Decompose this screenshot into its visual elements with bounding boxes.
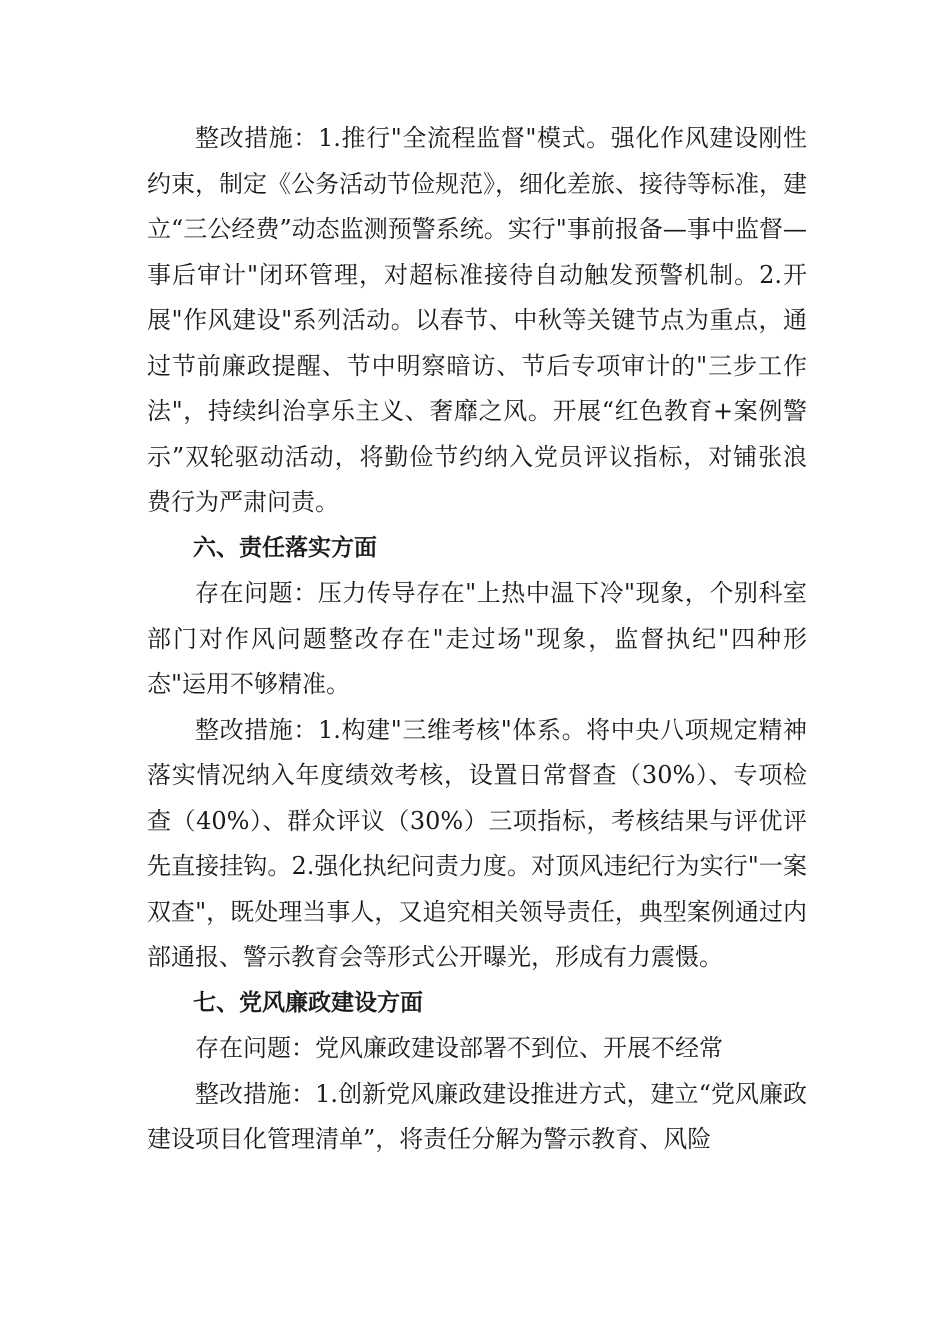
rectification-measures-paragraph-7: 整改措施：1.创新党风廉政建设推进方式，建立“党风廉政建设项目化管理清单”，将责任分解为警示教育、风险	[147, 1079, 807, 1153]
rectification-measures-paragraph-6: 整改措施：1.构建"三维考核"体系。将中央八项规定精神落实情况纳入年度绩效考核，设置日常督查（30%）、专项检查（40%）、群众评议（30%）三项指标，考核结果与评优评先直接挂钩。2.强化执纪问责力度。对顶风违纪行为实行"一案双查"，既处理当事人，又追究相关领导责任，典型案例通过内部通报、警示教育会等形式公开曝光，形成有力震慑。	[147, 715, 807, 971]
section-heading-7: 七、党风廉政建设方面	[193, 989, 423, 1016]
rectification-measures-paragraph-1: 整改措施：1.推行"全流程监督"模式。强化作风建设刚性约束，制定《公务活动节俭规范》，细化差旅、接待等标准，建立“三公经费”动态监测预警系统。实行"事前报备—事中监督—事后审计"闭环管理，对超标准接待自动触发预警机制。2.开展"作风建设"系列活动。以春节、中秋等关键节点为重点，通过节前廉政提醒、节中明察暗访、节后专项审计的"三步工作法"，持续纠治享乐主义、奢靡之风。开展“红色教育+案例警示”双轮驱动活动，将勤俭节约纳入党员评议指标，对铺张浪费行为严肃问责。	[147, 124, 807, 516]
section-heading-6: 六、责任落实方面	[193, 534, 377, 561]
document-page	[147, 116, 807, 1163]
existing-problems-paragraph-6: 存在问题：压力传导存在"上热中温下冷"现象，个别科室部门对作风问题整改存在"走过场"现象，监督执纪"四种形态"运用不够精准。	[147, 579, 807, 698]
existing-problems-paragraph-7: 存在问题：党风廉政建设部署不到位、开展不经常	[195, 1034, 723, 1062]
